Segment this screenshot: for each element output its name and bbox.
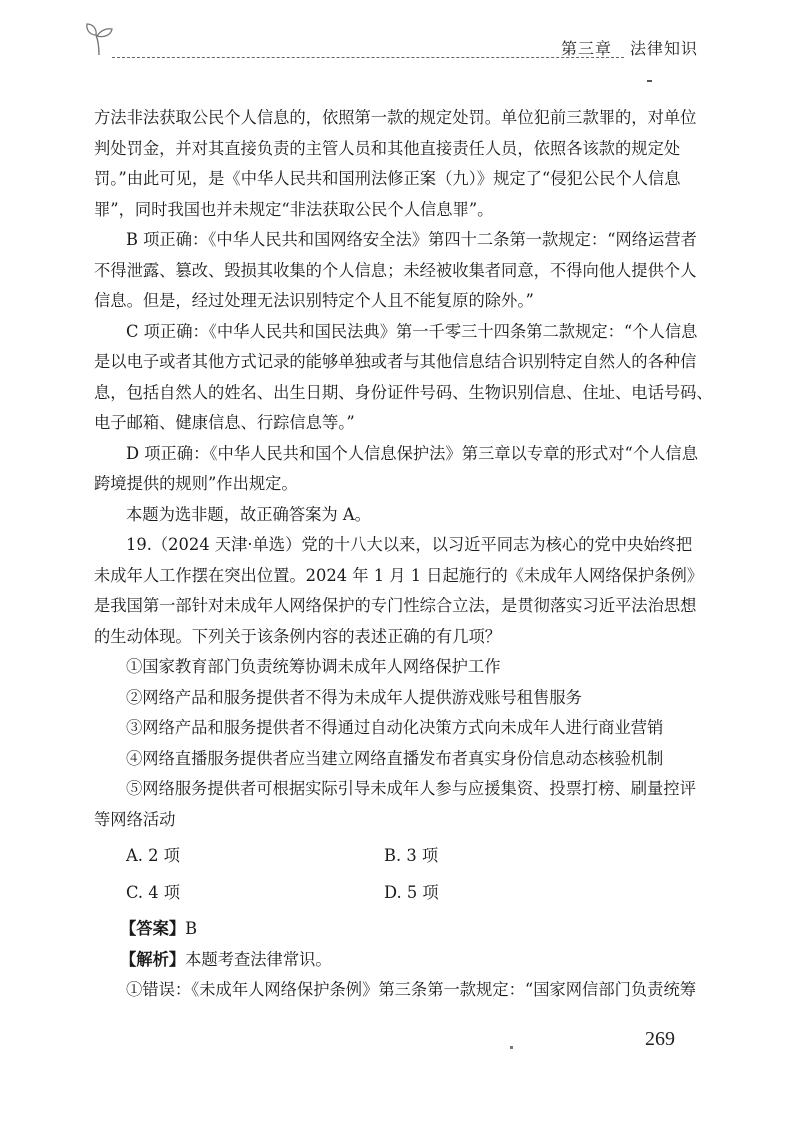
- text-line: 罚。”由此可见，是《中华人民共和国刑法修正案（九）》规定了“侵犯公民个人信息: [94, 169, 681, 188]
- text-line: 19.（2024 天津·单选）党的十八大以来，以习近平同志为核心的党中央始终把: [126, 535, 693, 554]
- text-line: 信息。但是，经过处理无法识别特定个人且不能复原的除外。”: [94, 291, 534, 310]
- chapter-label: [561, 36, 698, 59]
- paragraph: [94, 225, 702, 317]
- page-body: [94, 103, 713, 1006]
- text-line: 判处罚金，并对其直接负责的主管人员和其他直接责任人员，依照各该款的规定处: [94, 138, 681, 158]
- text-line: 跨境提供的规则”作出规定。: [94, 474, 298, 493]
- text-line: 罪”，同时我国也并未规定“非法获取公民个人信息罪”。: [94, 199, 494, 219]
- sprout-icon: [84, 20, 114, 56]
- text-line: ①错误：《未成年人网络保护条例》第三条第一款规定：“国家网信部门负责统筹: [126, 980, 697, 999]
- answer-tag: 【答案】: [120, 919, 186, 938]
- print-mark: [647, 80, 652, 82]
- paragraph: [94, 500, 702, 531]
- option-c: C. 4 项: [126, 882, 181, 902]
- statement-item-continued: 等网络活动: [94, 809, 176, 829]
- text-line: C 项正确：《中华人民共和国民法典》第一千零三十四条第二款规定：“个人信息: [126, 321, 698, 341]
- text-line: 未成年人工作摆在突出位置。2024 年 1 月 1 日起施行的《未成年人网络保护条例》: [94, 565, 704, 585]
- statement-item: ③网络产品和服务提供者不得通过自动化决策方式向未成年人进行商业营销: [126, 718, 664, 737]
- text-line: 电子邮箱、健康信息、行踪信息等。”: [94, 413, 355, 432]
- option-d: D. 5 项: [384, 882, 439, 902]
- analysis-tag: 【解析】: [120, 949, 186, 969]
- text-line: 方法非法获取公民个人信息的，依照第一款的规定处罚。单位犯前三款罪的，对单位: [94, 108, 697, 127]
- text-line: B 项正确：《中华人民共和国网络安全法》第四十二条第一款规定：“网络运营者: [126, 230, 697, 249]
- text-line: 是我国第一部针对未成年人网络保护的专门性综合立法，是贯彻落实习近平法治思想: [94, 596, 697, 615]
- statement-item: ④网络直播服务提供者应当建立网络直播发布者真实身份信息动态核验机制: [126, 748, 664, 768]
- analysis-line: [94, 945, 702, 976]
- answer-value: B: [185, 919, 198, 938]
- answer-line: [94, 914, 702, 945]
- option-b: B. 3 项: [384, 846, 439, 865]
- paragraph: [94, 103, 702, 225]
- text-line: 的生动体现。下列关于该条例内容的表述正确的有几项？: [94, 626, 502, 646]
- text-line: 是以电子或者其他方式记录的能够单独或者与其他信息结合识别特定自然人的各种信: [94, 352, 697, 371]
- running-header: [84, 16, 704, 62]
- page-number: 269: [645, 1028, 675, 1050]
- text-line: D 项正确：《中华人民共和国个人信息保护法》第三章以专章的形式对“个人信息: [126, 443, 698, 463]
- statement-item: ①国家教育部门负责统筹协调未成年人网络保护工作: [126, 657, 501, 676]
- chapter-title: 法律知识: [629, 39, 698, 58]
- option-a: A. 2 项: [126, 846, 180, 865]
- text-line: 息，包括自然人的姓名、出生日期、身份证件号码、生物识别信息、住址、电话号码、: [94, 382, 713, 402]
- paragraph: [94, 317, 713, 439]
- question-stem: [94, 530, 702, 652]
- answer-options: [94, 841, 702, 908]
- analysis-text: 本题考查法律常识。: [185, 949, 332, 969]
- statement-item: ②网络产品和服务提供者不得为未成年人提供游戏账号租售服务: [126, 687, 582, 707]
- chapter-number: 第三章: [560, 39, 612, 58]
- text-line: 本题为选非题，故正确答案为 A。: [126, 504, 371, 524]
- statement-item: ⑤网络服务提供者可根据实际引导未成年人参与应援集资、投票打榜、刷量控评: [126, 779, 696, 798]
- print-mark: [510, 1046, 513, 1049]
- paragraph: [94, 439, 702, 500]
- statement-list: [94, 652, 702, 835]
- header-rule: [112, 57, 624, 58]
- text-line: 不得泄露、篡改、毁损其收集的个人信息；未经被收集者同意，不得向他人提供个人: [94, 260, 697, 280]
